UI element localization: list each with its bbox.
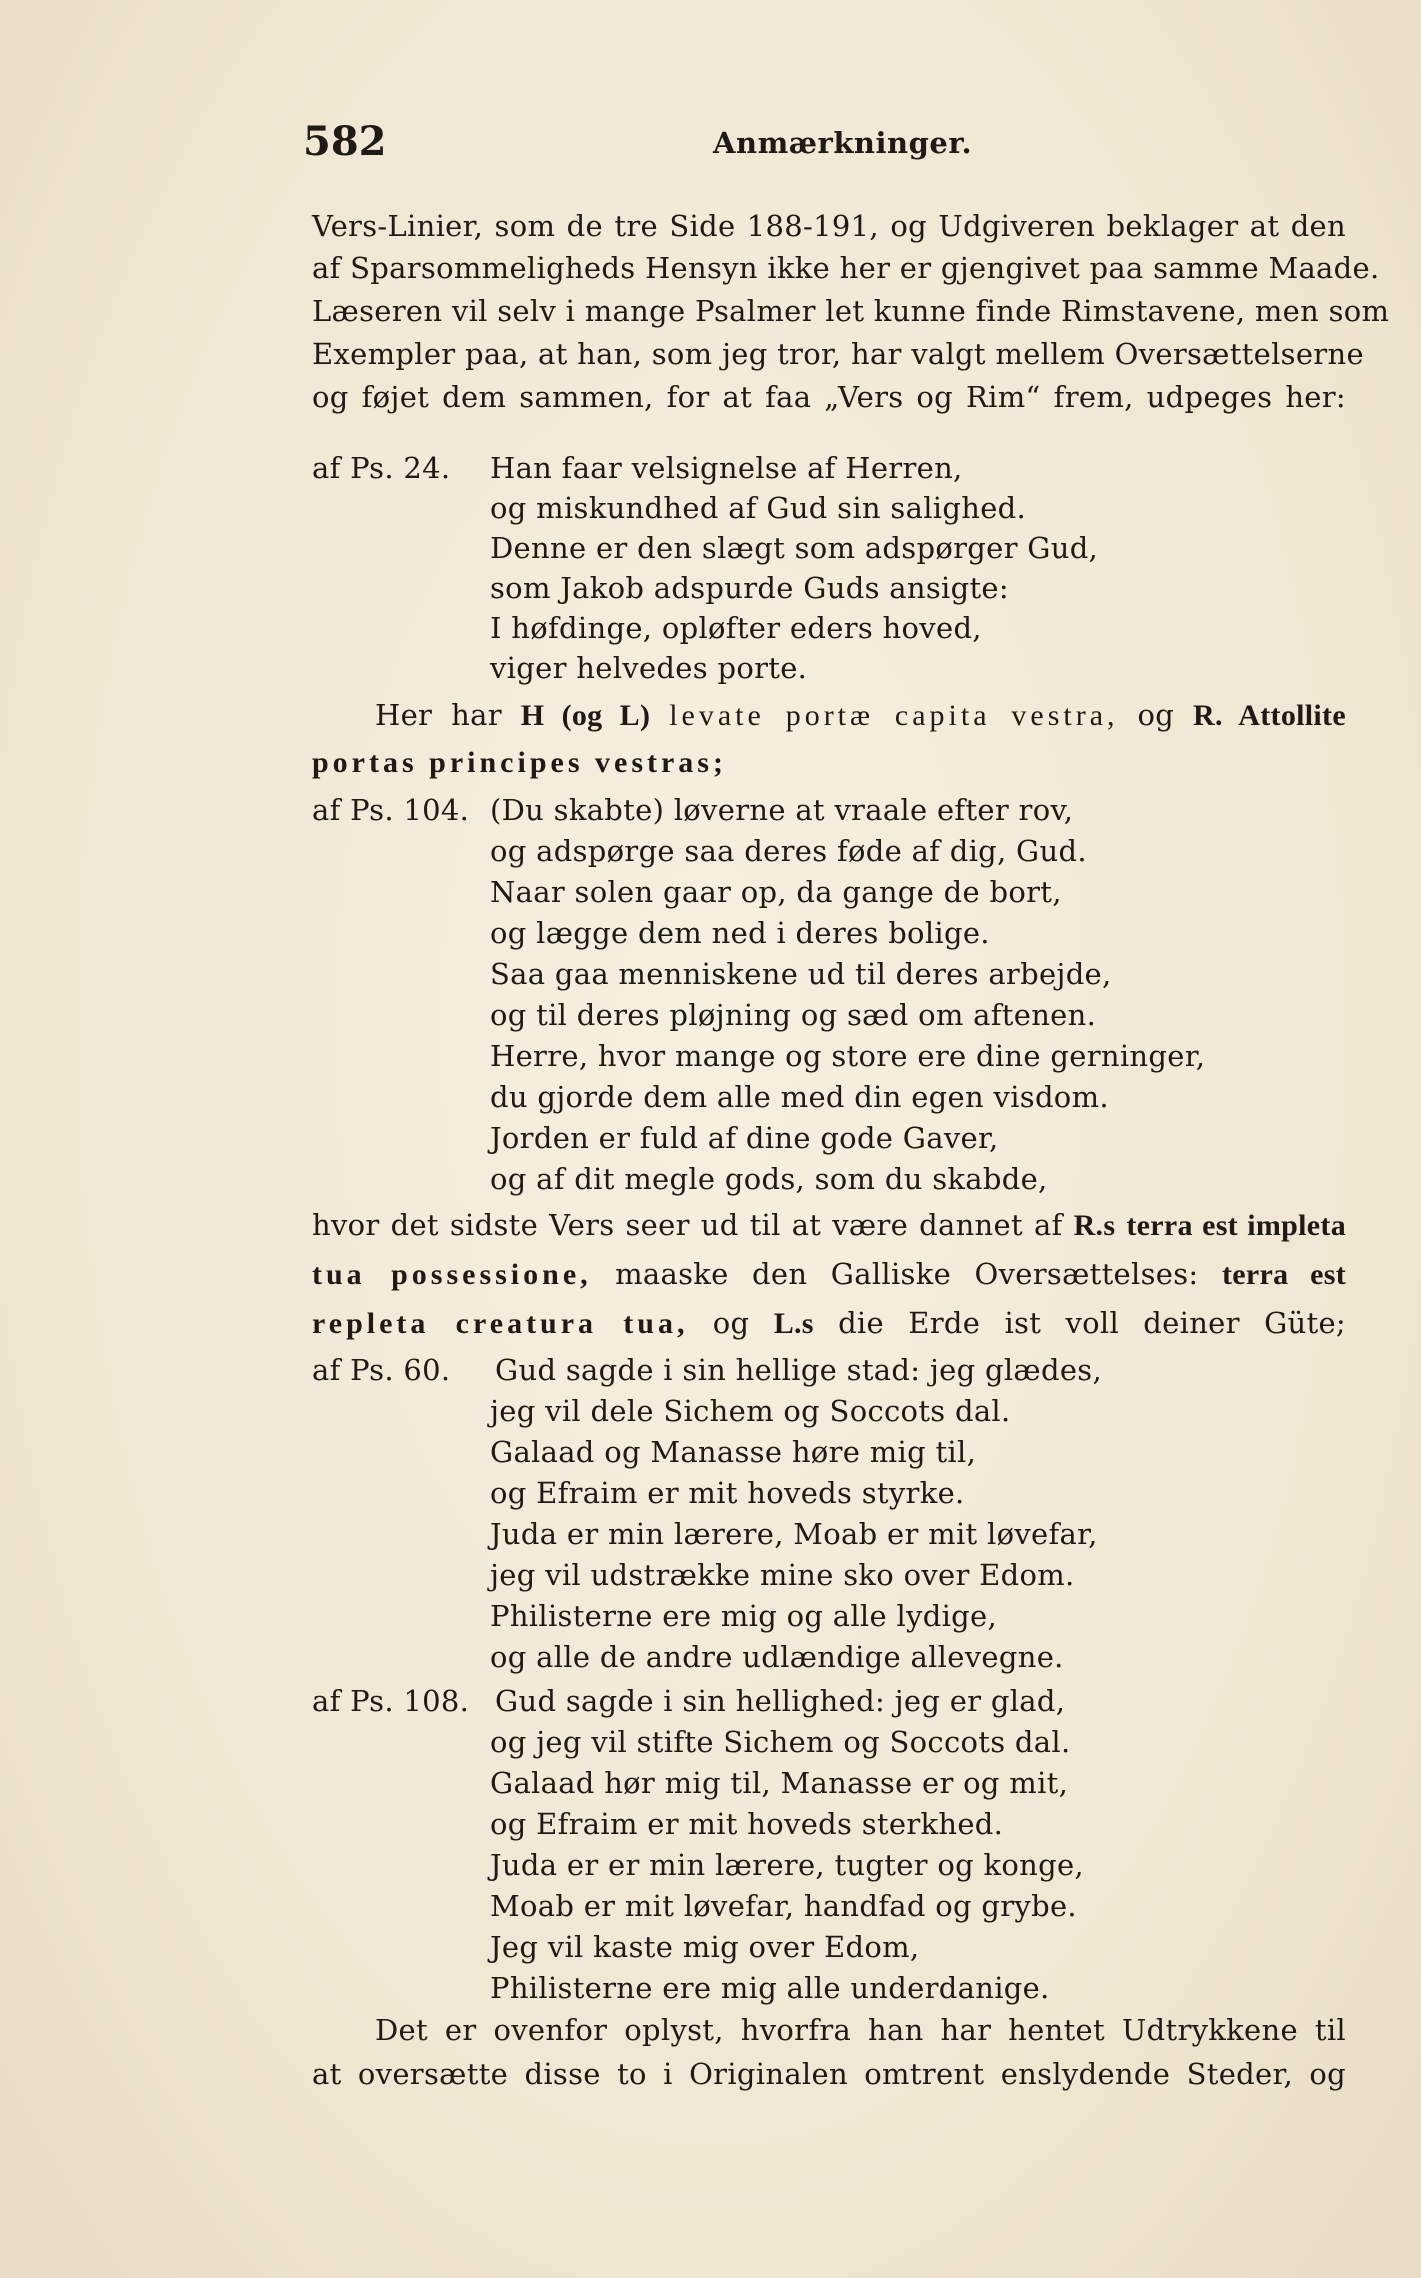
psalm-citation: af Ps. 60. xyxy=(312,1353,451,1387)
latin-quote: terra est xyxy=(1221,1258,1346,1291)
commentary-line xyxy=(312,1256,1346,1292)
verse-line: Herre, hvor mange og store ere dine gerninger, xyxy=(490,1039,1206,1073)
verse-line: jeg vil udstrække mine sko over Edom. xyxy=(490,1558,1075,1592)
commentary-line xyxy=(312,744,727,780)
verse-line: og Efraim er mit hoveds styrke. xyxy=(490,1476,965,1510)
verse-line: Naar solen gaar op, da gange de bort, xyxy=(490,875,1062,909)
verse-line: I høfdinge, opløfter eders hoved, xyxy=(490,611,982,645)
verse-line: og adspørge saa deres føde af dig, Gud. xyxy=(490,834,1087,868)
commentary-line xyxy=(312,1207,1346,1243)
commentary-line xyxy=(312,1305,1346,1341)
text-span: R. Attollite xyxy=(1193,699,1346,732)
verse-line: Jeg vil kaste mig over Edom, xyxy=(490,1930,920,1964)
text-span: R.s xyxy=(1073,1209,1116,1242)
text-span: og xyxy=(712,1306,750,1340)
text-line: Læseren vil selv i mange Psalmer let kunne finde Rimstavene, men som xyxy=(312,294,1390,328)
text-line: Det er ovenfor oplyst, hvorfra han har hentet Udtrykkene til xyxy=(375,2013,1346,2047)
latin-quote: repleta creatura tua, xyxy=(312,1307,689,1340)
page-number: 582 xyxy=(303,118,387,165)
verse-line: viger helvedes porte. xyxy=(490,651,808,685)
text-span: maaske den Galliske Oversættelses: xyxy=(615,1257,1199,1291)
psalm-citation: af Ps. 104. xyxy=(312,793,470,827)
verse-line: og alle de andre udlændige allevegne. xyxy=(490,1640,1064,1674)
verse-line: og jeg vil stifte Sichem og Soccots dal. xyxy=(490,1725,1071,1759)
verse-line: Galaad og Manasse høre mig til, xyxy=(490,1435,977,1469)
verse-line: Juda er min lærere, Moab er mit løvefar, xyxy=(490,1517,1098,1551)
verse-line: Denne er den slægt som adspørger Gud, xyxy=(490,531,1099,565)
verse-line: og lægge dem ned i deres bolige. xyxy=(490,916,990,950)
running-title: Anmærkninger. xyxy=(713,126,973,160)
text-span: hvor det sidste Vers seer ud til at være dannet af xyxy=(312,1208,1063,1242)
verse-line: Moab er mit løvefar, handfad og grybe. xyxy=(490,1889,1077,1923)
verse-line: Saa gaa menniskene ud til deres arbejde, xyxy=(490,957,1112,991)
text-line: Vers-Linier, som de tre Side 188-191, og Udgiveren beklager at den xyxy=(312,209,1346,243)
latin-quote: tua possessione, xyxy=(312,1258,592,1291)
verse-line: og af dit megle gods, som du skabde, xyxy=(490,1162,1048,1196)
text-span: Her har xyxy=(375,698,502,732)
text-span: og xyxy=(1137,698,1175,732)
verse-line: du gjorde dem alle med din egen visdom. xyxy=(490,1080,1109,1114)
verse-line: Han faar velsignelse af Herren, xyxy=(490,451,963,485)
latin-quote: terra est impleta xyxy=(1126,1209,1346,1242)
verse-line: Philisterne ere mig alle underdanige. xyxy=(490,1971,1050,2005)
text-span: die Erde ist voll deiner Güte; xyxy=(838,1306,1347,1340)
psalm-citation: af Ps. 24. xyxy=(312,451,451,485)
verse-line: Jorden er fuld af dine gode Gaver, xyxy=(490,1121,999,1155)
text-line: og føjet dem sammen, for at faa „Vers og Rim“ frem, udpeges her: xyxy=(312,380,1346,414)
verse-line: og miskundhed af Gud sin salighed. xyxy=(490,491,1027,525)
text-span: H (og L) xyxy=(520,699,651,732)
verse-line: som Jakob adspurde Guds ansigte: xyxy=(490,571,1009,605)
verse-line: Philisterne ere mig og alle lydige, xyxy=(490,1599,997,1633)
verse-line: jeg vil dele Sichem og Soccots dal. xyxy=(490,1394,1011,1428)
verse-line: Gud sagde i sin hellighed: jeg er glad, xyxy=(495,1684,1066,1718)
text-line: Exempler paa, at han, som jeg tror, har valgt mellem Oversættelserne xyxy=(312,337,1364,371)
verse-line: (Du skabte) løverne at vraale efter rov, xyxy=(490,793,1074,827)
latin-quote: portas principes vestras; xyxy=(312,746,727,779)
psalm-citation: af Ps. 108. xyxy=(312,1684,470,1718)
page-header xyxy=(303,118,1353,178)
verse-line: Galaad hør mig til, Manasse er og mit, xyxy=(490,1766,1069,1800)
commentary-line xyxy=(375,697,1346,733)
text-line: at oversætte disse to i Originalen omtrent enslydende Steder, og xyxy=(312,2057,1346,2091)
text-span: L.s xyxy=(773,1307,814,1340)
verse-line: og Efraim er mit hoveds sterkhed. xyxy=(490,1807,1004,1841)
verse-line: og til deres pløjning og sæd om aftenen. xyxy=(490,998,1097,1032)
text-line: af Sparsommeligheds Hensyn ikke her er gjengivet paa samme Maade. xyxy=(312,251,1380,285)
verse-line: Juda er er min lærere, tugter og konge, xyxy=(490,1848,1084,1882)
latin-quote: levate portæ capita vestra, xyxy=(669,699,1119,732)
verse-line: Gud sagde i sin hellige stad: jeg glædes, xyxy=(495,1353,1102,1387)
